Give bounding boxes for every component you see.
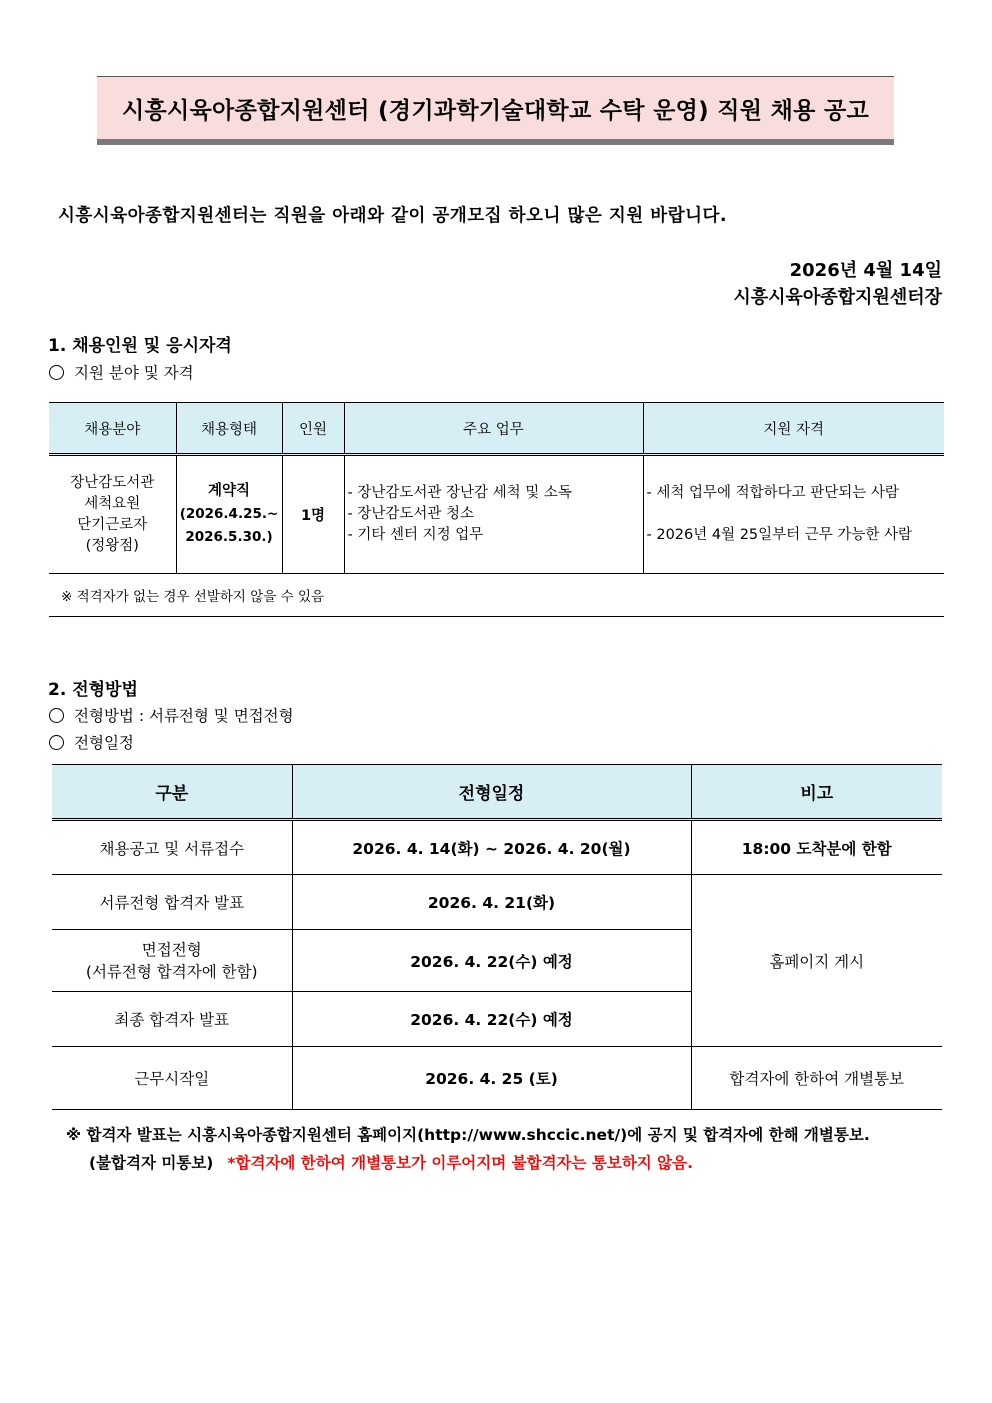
circle-bullet-icon	[49, 708, 64, 723]
section2-title: 2. 전형방법	[48, 680, 138, 700]
duty-line: - 장난감도서관 청소	[347, 506, 475, 522]
section2-bullet1-text: 전형방법 : 서류전형 및 면접전형	[74, 707, 294, 725]
cell-stage: 근무시작일	[52, 1047, 292, 1110]
field-line: 장난감도서관	[70, 474, 155, 491]
type-line: 2026.5.30.)	[185, 529, 273, 545]
table-row	[49, 455, 944, 574]
qualification-line: - 2026년 4월 25일부터 근무 가능한 사람	[646, 527, 913, 543]
field-line: 단기근로자	[77, 516, 148, 533]
qualification-table	[49, 402, 944, 617]
section2-bullet2	[48, 731, 134, 753]
header-stage: 구분	[52, 765, 292, 820]
cell-type	[176, 455, 282, 574]
cell-schedule: 2026. 4. 21(화)	[292, 875, 691, 930]
cell-stage	[52, 930, 292, 992]
cell-count: 1명	[282, 455, 344, 574]
circle-bullet-icon	[49, 735, 64, 750]
header-duties: 주요 업무	[344, 403, 643, 455]
header-remark: 비고	[691, 765, 942, 820]
intro-text: 시흥시육아종합지원센터는 직원을 아래와 같이 공개모집 하오니 많은 지원 바랍니다.	[58, 206, 728, 226]
type-line: (2026.4.25.~	[179, 506, 279, 522]
section2-bullet1	[48, 704, 294, 726]
section1-bullet-text: 지원 분야 및 자격	[74, 364, 194, 382]
cell-remark: 홈페이지 게시	[691, 875, 942, 1047]
cell-remark: 합격자에 한하여 개별통보	[691, 1047, 942, 1110]
cell-schedule: 2026. 4. 22(수) 예정	[292, 992, 691, 1047]
table-row	[52, 875, 942, 930]
header-qualifications: 지원 자격	[643, 403, 944, 455]
type-line: 계약직	[207, 483, 251, 499]
stage-line: 면접전형	[141, 940, 202, 959]
footer-unsuccessful: (불합격자 미통보)	[89, 1154, 214, 1172]
header-field: 채용분야	[49, 403, 176, 455]
notice-signer: 시흥시육아종합지원센터장	[733, 287, 942, 308]
field-line: (정왕점)	[85, 537, 139, 554]
table-note: ※ 적격자가 없는 경우 선발하지 않을 수 있음	[49, 574, 944, 617]
cell-remark: 18:00 도착분에 한함	[691, 820, 942, 875]
circle-bullet-icon	[49, 365, 64, 380]
stage-line: (서류전형 합격자에 한함)	[85, 962, 258, 981]
header-type: 채용형태	[176, 403, 282, 455]
cell-field	[49, 455, 176, 574]
qualification-line: - 세척 업무에 적합하다고 판단되는 사람	[646, 485, 899, 501]
cell-qualifications	[643, 455, 944, 574]
cell-duties	[344, 455, 643, 574]
header-count: 인원	[282, 403, 344, 455]
cell-schedule: 2026. 4. 22(수) 예정	[292, 930, 691, 992]
table-header-row	[49, 403, 944, 455]
table-note-row	[49, 574, 944, 617]
footer-note-2	[89, 1151, 693, 1173]
duty-line: - 기타 센터 지정 업무	[347, 527, 484, 543]
header-schedule: 전형일정	[292, 765, 691, 820]
cell-stage: 채용공고 및 서류접수	[52, 820, 292, 875]
table-row	[52, 820, 942, 875]
notice-date: 2026년 4월 14일	[789, 260, 942, 281]
cell-schedule: 2026. 4. 25 (토)	[292, 1047, 691, 1110]
page-title: 시흥시육아종합지원센터 (경기과학기술대학교 수탁 운영) 직원 채용 공고	[97, 76, 894, 145]
section1-title: 1. 채용인원 및 응시자격	[48, 336, 232, 356]
footer-note: ※ 합격자 발표는 시흥시육아종합지원센터 홈페이지(http://www.shccic.net/)에 공지 및 합격자에 한해 개별통보.	[66, 1126, 870, 1144]
cell-stage: 서류전형 합격자 발표	[52, 875, 292, 930]
field-line: 세척요원	[84, 495, 141, 512]
table-header-row	[52, 765, 942, 820]
section2-bullet2-text: 전형일정	[74, 734, 134, 752]
duty-line: - 장난감도서관 장난감 세척 및 소독	[347, 485, 572, 501]
section1-bullet	[48, 361, 194, 383]
footer-red-note: *합격자에 한하여 개별통보가 이루어지며 불합격자는 통보하지 않음.	[227, 1154, 694, 1172]
table-row	[52, 1047, 942, 1110]
cell-stage: 최종 합격자 발표	[52, 992, 292, 1047]
cell-schedule: 2026. 4. 14(화) ~ 2026. 4. 20(월)	[292, 820, 691, 875]
schedule-table	[52, 764, 942, 1110]
